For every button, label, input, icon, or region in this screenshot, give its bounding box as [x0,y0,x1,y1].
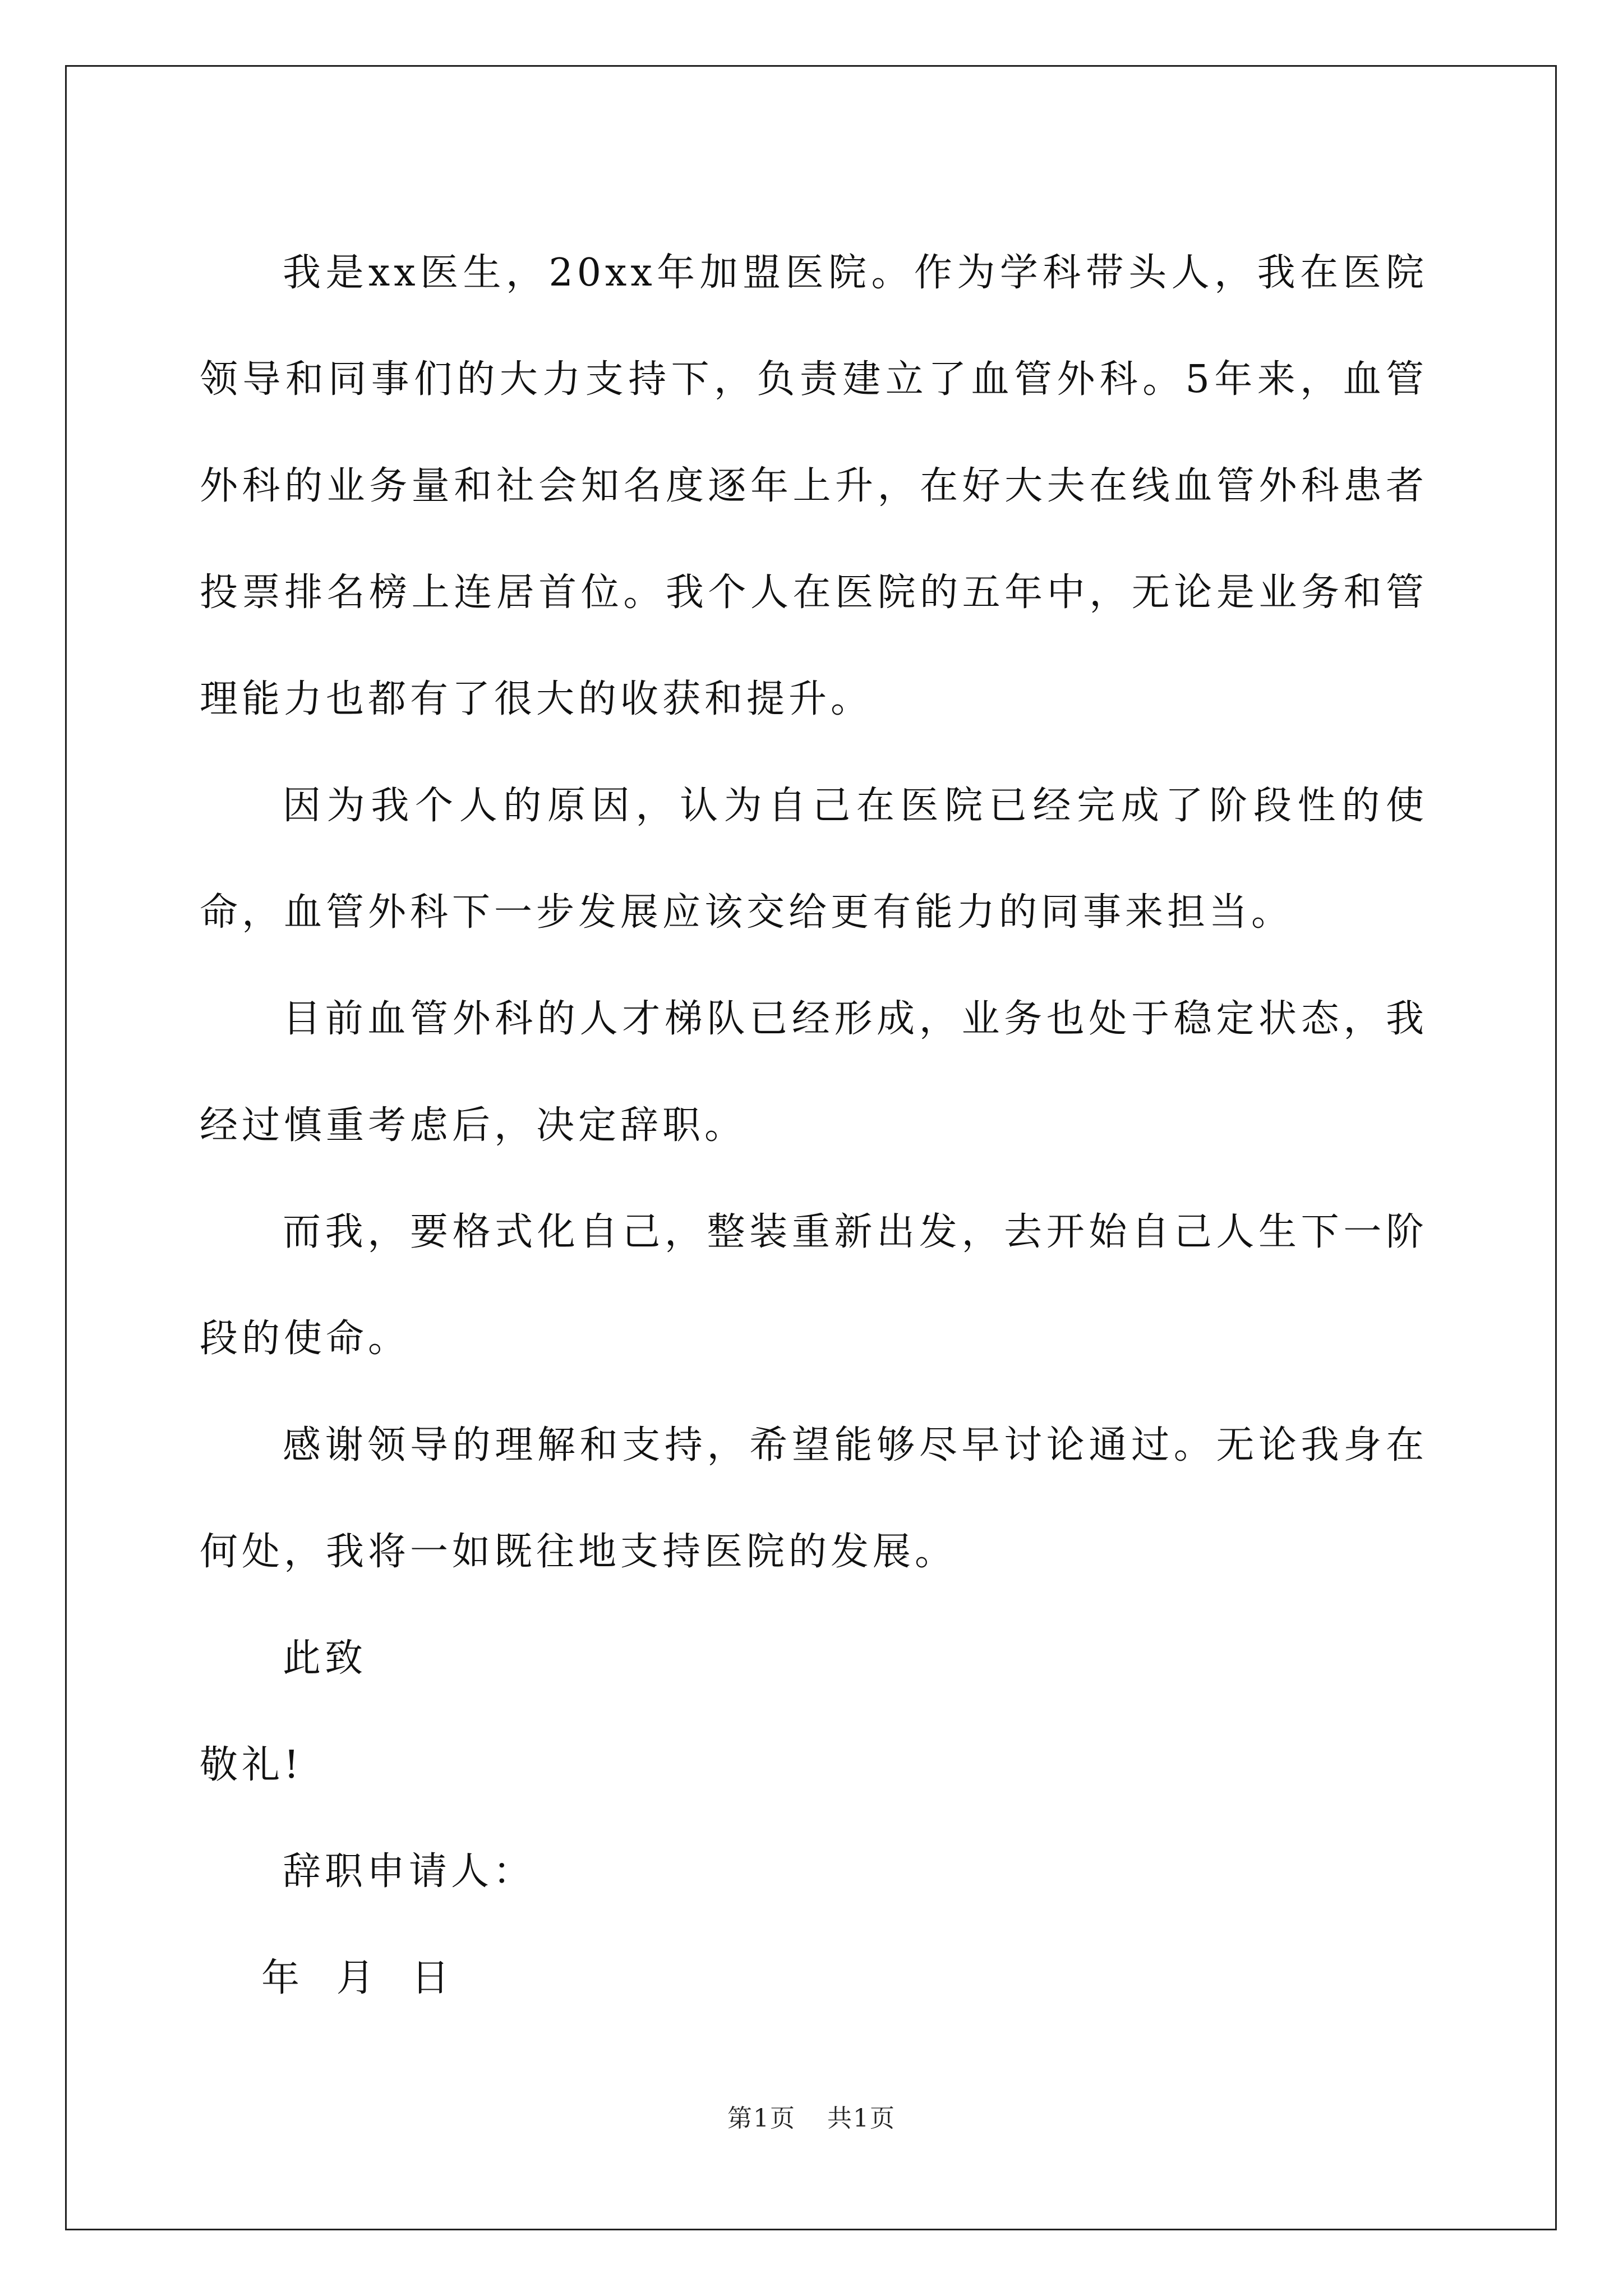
paragraph-intro: 我是xx医生，20xx年加盟医院。作为学科带头人，我在医院领导和同事们的大力支持下，负责建立了血管外科。5年来，血管外科的业务量和社会知名度逐年上升，在好大夫在线血管外科患者投票排名榜上连居首位。我个人在医院的五年中，无论是业务和管理能力也都有了很大的收获和提升。 [200,251,1428,721]
paragraph-thanks: 感谢领导的理解和支持，希望能够尽早讨论通过。无论我身在何处，我将一如既往地支持医院的发展。 [200,1423,1428,1574]
paragraph-future: 而我，要格式化自己，整装重新出发，去开始自己人生下一阶段的使命。 [200,1210,1428,1361]
date-line: 年 月 日 [261,1956,454,2000]
page-number-current: 第1页 [727,2104,796,2133]
page-number-total: 共1页 [827,2104,896,2133]
paragraph-decision: 目前血管外科的人才梯队已经形成，业务也处于稳定状态，我经过慎重考虑后，决定辞职。 [200,997,1428,1148]
signature-label: 辞职申请人： [283,1849,536,1894]
paragraph-reason: 因为我个人的原因，认为自己在医院已经完成了阶段性的使命，血管外科下一步发展应该交给更有能力的同事来担当。 [200,784,1428,935]
salute-text: 敬礼! [200,1743,303,1787]
page-footer [0,2098,1623,2134]
letter-body [200,220,1428,2032]
closing-text: 此致 [283,1636,367,1681]
